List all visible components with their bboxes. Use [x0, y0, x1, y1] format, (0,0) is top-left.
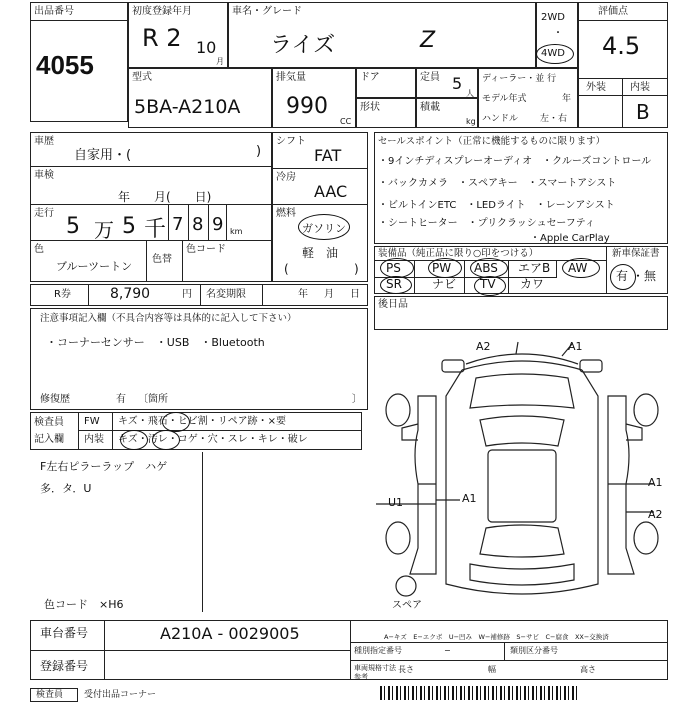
mileage-digit-2: 8 [192, 214, 204, 235]
diagram-mark-u1: U1 [388, 496, 404, 509]
diagram-mark-a2-right: A2 [648, 508, 663, 521]
lot-label: 出品番号 [34, 6, 74, 17]
inspection-label: 車検 [34, 170, 54, 181]
equipment-label: 装備品（純正品に限り○印をつける） [378, 248, 539, 259]
drive-2wd: 2WD [541, 12, 565, 23]
stain-circle [152, 430, 180, 450]
diagram-mark-a2: A2 [476, 340, 491, 353]
shift-value: FAT [314, 146, 342, 165]
scratch-circle [120, 430, 148, 450]
history-label: 車歴 [34, 136, 54, 147]
first-reg-year: R 2 [142, 24, 182, 52]
pw-circle [428, 258, 462, 278]
handwritten-note-1: F左右ピラーラップ ハゲ [40, 460, 168, 473]
mileage-digit-3: 9 [212, 214, 224, 235]
interior-label: 内装 [630, 82, 650, 93]
fuel-light-oil: 軽 油 [302, 246, 339, 260]
notes-label: 注意事項記入欄（不具合内容等は具体的に記入して下さい） [40, 313, 297, 324]
barcode [380, 686, 580, 700]
car-name-label: 車名・グレード [232, 6, 302, 17]
displacement-value: 990 [286, 94, 328, 119]
diagram-mark-a1-right: A1 [648, 476, 663, 489]
rating-value: 4.5 [602, 32, 641, 60]
sales-point-line-3: ・ビルトインETC ・LEDライト ・レーンアシスト [378, 200, 615, 211]
sales-points-label: セールスポイント（正常に機能するものに限ります） [378, 136, 606, 147]
diagram-mark-a1-left: A1 [462, 492, 477, 505]
capacity-value: 5 [452, 74, 463, 93]
rating-label: 評価点 [598, 6, 628, 17]
aw-circle [562, 258, 600, 278]
ac-value: AAC [314, 182, 348, 201]
warranty-circle [610, 264, 636, 290]
color-code-label: 色コード [186, 244, 226, 255]
color-label: 色 [34, 244, 44, 255]
sales-point-line-5: ・Apple CarPlay [530, 233, 610, 244]
ps-circle [380, 258, 414, 278]
spare-label: スペア [392, 600, 422, 611]
car-name: ライズ [270, 33, 336, 58]
inspection-value: 年 月( 日) [118, 190, 212, 204]
sales-point-line-4: ・シートヒーター ・プリクラッシュセーフティ [378, 218, 595, 229]
mileage-digit-1: 7 [172, 214, 184, 235]
damage-legend: A−キズ E−エクボ U−凹み W−補修跡 S−サビ C−腐食 XX−交換済 [384, 633, 609, 641]
fuel-gas-circle [298, 214, 350, 240]
drive-4wd-circle [536, 44, 574, 64]
history-value: 自家用・( [74, 148, 132, 163]
mileage-1k: 5 [122, 214, 136, 239]
inspector-row1: キズ・飛石・ヒビ割・リペア跡・×要 [118, 416, 286, 427]
car-diagram [376, 334, 668, 618]
interior-grade: B [636, 100, 650, 124]
exterior-label: 外装 [586, 82, 606, 93]
handwritten-note-2: 多．タ．U [40, 482, 92, 495]
color-code-note: 色コード ×H6 [44, 598, 124, 611]
tv-circle [474, 276, 506, 296]
inspector-row2: キズ・汚レ・コゲ・穴・スレ・キレ・破レ [118, 434, 308, 445]
rear-day-box [374, 296, 668, 330]
sales-point-line-2: ・バックカメラ ・スペアキー ・スマートアシスト [378, 178, 617, 189]
first-reg-label: 初度登録年月 [132, 6, 192, 17]
mileage-label: 走行 [34, 208, 54, 219]
first-reg-month: 10 [196, 38, 217, 57]
drive-4wd: 4WD [541, 48, 565, 59]
diagram-mark-a1-top: A1 [568, 340, 583, 353]
notes-value: ・コーナーセンサー ・USB ・Bluetooth [46, 336, 265, 349]
mileage-10k: 5 [66, 214, 80, 239]
lot-number: 4055 [36, 50, 94, 80]
displacement-label: 排気量 [276, 72, 306, 83]
model-label: 型式 [132, 72, 152, 83]
chassis-value: A210A - 0029005 [160, 624, 300, 643]
recycle-value: 8,790 [110, 286, 151, 302]
stone-circle [162, 412, 190, 432]
recycle-box [30, 284, 368, 306]
fuel-gas: ガソリン [302, 222, 346, 235]
sales-point-line-1: ・9インチディスプレーオーディオ ・クルーズコントロール [378, 156, 652, 167]
model-value: 5BA-A210A [134, 96, 241, 118]
sr-circle [380, 276, 412, 294]
color-value: ブルーツートン [56, 260, 133, 273]
car-grade: Z [420, 28, 436, 53]
abs-circle [470, 258, 508, 278]
